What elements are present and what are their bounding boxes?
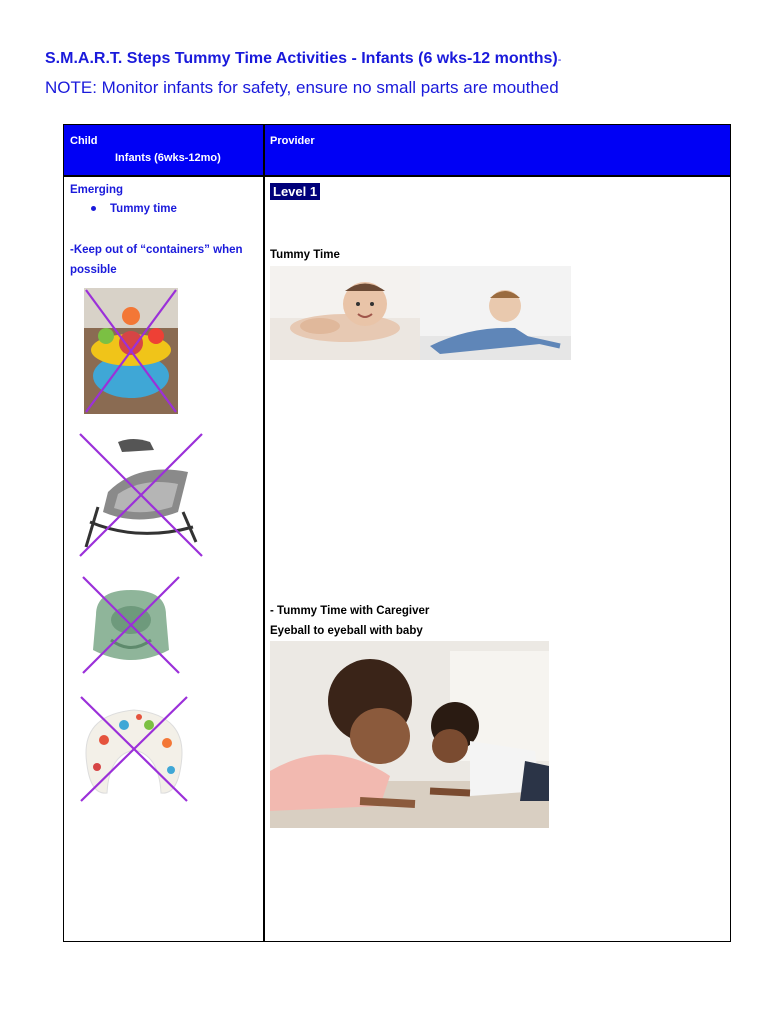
safety-note: NOTE: Monitor infants for safety, ensure no small parts are mouthed: [45, 78, 559, 97]
header-child-label: Child: [70, 135, 98, 147]
bullet-text: Tummy time: [110, 203, 177, 215]
advice-line-2: possible: [70, 264, 117, 276]
document-title: [45, 50, 561, 68]
header-divider: [64, 175, 730, 177]
advice-line-1: -Keep out of “containers” when: [70, 244, 243, 256]
caregiver-line-2: Eyeball to eyeball with baby: [270, 625, 423, 637]
nursing-pillow-icon: [79, 695, 189, 803]
baby-bouncer-icon: [78, 432, 204, 558]
activity-center-icon: [84, 288, 178, 414]
caregiver-baby-photo: [270, 641, 549, 828]
bullet-tummy-time: [91, 203, 177, 215]
column-divider: [263, 125, 265, 941]
floor-seat-icon: [81, 575, 181, 675]
tummy-time-label: Tummy Time: [270, 249, 340, 261]
containers-advice: [70, 240, 243, 280]
level-label: Level 1: [270, 183, 320, 200]
activities-table: [63, 124, 731, 942]
title-trailing: -: [557, 54, 562, 66]
header-child: [70, 133, 221, 167]
stage-label: Emerging: [70, 184, 124, 196]
bullet-dot: [91, 206, 96, 211]
title-text: S.M.A.R.T. Steps Tummy Time Activities - Infants (6 wks-12 months): [45, 50, 558, 67]
baby-photo-2: [420, 266, 571, 360]
header-child-sub: Infants (6wks-12mo): [115, 152, 221, 164]
header-provider: Provider: [270, 135, 315, 147]
caregiver-section: [270, 601, 429, 641]
baby-photo-1: [270, 266, 420, 360]
caregiver-line-1: - Tummy Time with Caregiver: [270, 605, 430, 617]
